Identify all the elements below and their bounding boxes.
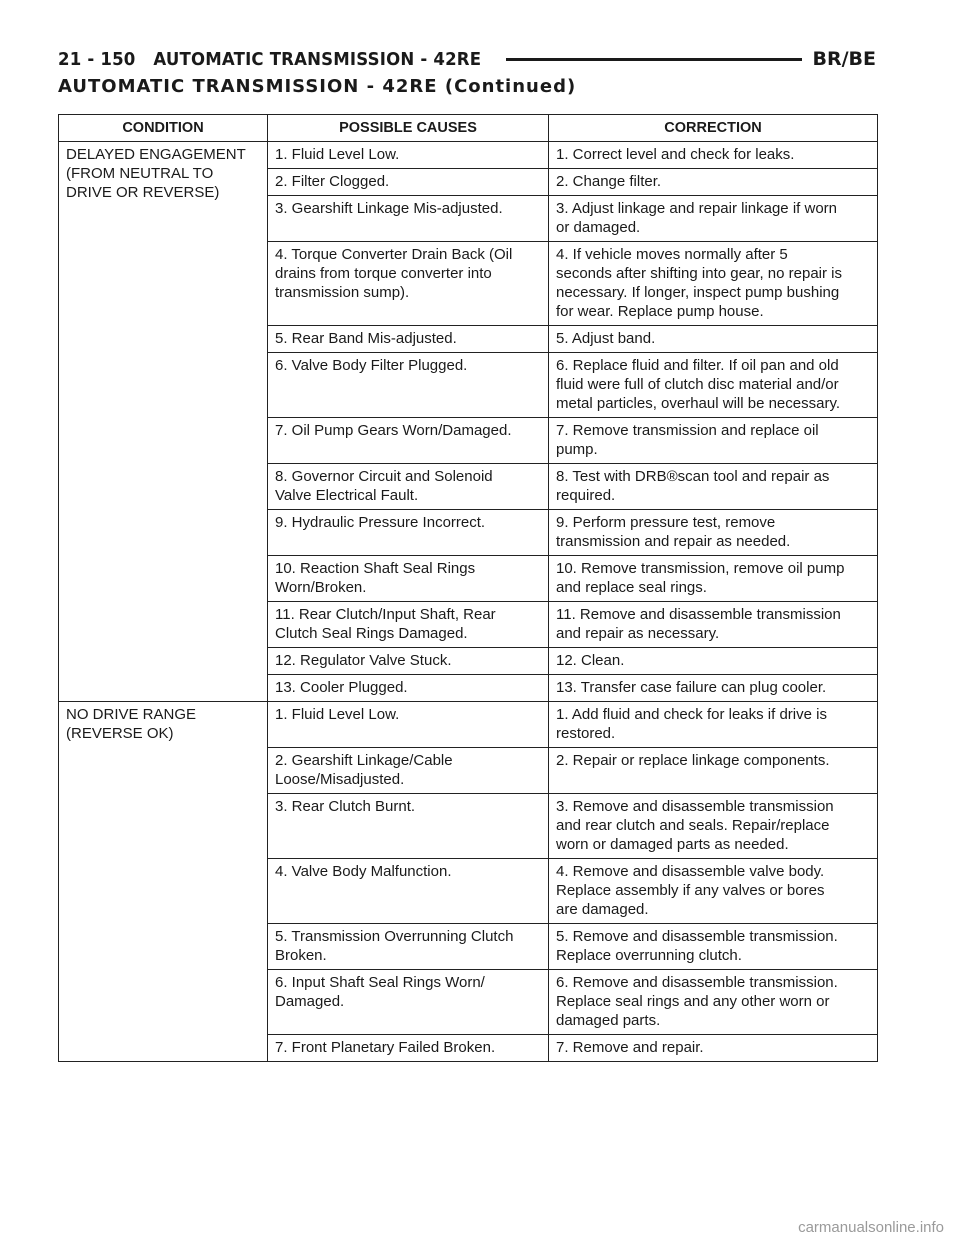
cell-line: and rear clutch and seals. Repair/replace <box>556 817 830 834</box>
cell-line: 8. Governor Circuit and Solenoid <box>275 468 493 485</box>
cell-line: 4. Valve Body Malfunction. <box>275 863 452 880</box>
cell-line: Clutch Seal Rings Damaged. <box>275 625 468 642</box>
cell-line: 12. Clean. <box>556 652 625 669</box>
cell-line: and repair as necessary. <box>556 625 720 642</box>
cell-line: NO DRIVE RANGE <box>66 706 197 723</box>
cell-line: 6. Input Shaft Seal Rings Worn/ <box>275 974 485 991</box>
cell-line: drains from torque converter into <box>275 265 492 282</box>
cell-line: (REVERSE OK) <box>66 725 174 742</box>
cell-line: 2. Change filter. <box>556 173 662 190</box>
cell-line: 7. Oil Pump Gears Worn/Damaged. <box>275 422 512 439</box>
cell-line: Replace seal rings and any other worn or <box>556 993 830 1010</box>
cell-line: Worn/Broken. <box>275 579 367 596</box>
table-header-row <box>59 115 878 142</box>
cell-line: are damaged. <box>556 901 649 918</box>
cause-cell <box>268 418 549 464</box>
cell-line: 1. Correct level and check for leaks. <box>556 146 795 163</box>
cause-cell <box>268 794 549 859</box>
cause-cell <box>268 702 549 748</box>
cell-line: 3. Adjust linkage and repair linkage if worn <box>556 200 838 217</box>
cause-cell <box>268 169 549 196</box>
cause-cell <box>268 1035 549 1062</box>
section-title: AUTOMATIC TRANSMISSION - 42RE (Continued) <box>58 76 577 97</box>
correction-cell <box>549 556 878 602</box>
cause-cell <box>268 353 549 418</box>
cell-line: or damaged. <box>556 219 641 236</box>
cell-line: DELAYED ENGAGEMENT <box>66 146 246 163</box>
column-header-correction: CORRECTION <box>549 115 878 142</box>
cell-line: 7. Front Planetary Failed Broken. <box>275 1039 496 1056</box>
cell-line: 5. Rear Band Mis-adjusted. <box>275 330 457 347</box>
cause-cell <box>268 602 549 648</box>
cell-line: fluid were full of clutch disc material and/or <box>556 376 839 393</box>
correction-cell <box>549 924 878 970</box>
cell-line: seconds after shifting into gear, no repair is <box>556 265 842 282</box>
correction-cell <box>549 510 878 556</box>
cell-line: 4. Torque Converter Drain Back (Oil <box>275 246 513 263</box>
watermark: carmanualsonline.info <box>798 1219 944 1236</box>
cell-line: and replace seal rings. <box>556 579 707 596</box>
column-header-condition: CONDITION <box>59 115 268 142</box>
cause-cell <box>268 464 549 510</box>
cell-line: necessary. If longer, inspect pump bushing <box>556 284 840 301</box>
correction-cell <box>549 794 878 859</box>
cell-line: 13. Cooler Plugged. <box>275 679 408 696</box>
correction-cell <box>549 702 878 748</box>
cause-cell <box>268 748 549 794</box>
cell-line: 7. Remove transmission and replace oil <box>556 422 819 439</box>
cause-cell <box>268 510 549 556</box>
cause-cell <box>268 675 549 702</box>
correction-cell <box>549 970 878 1035</box>
cell-line: 10. Reaction Shaft Seal Rings <box>275 560 476 577</box>
cell-line: 11. Remove and disassemble transmission <box>556 606 841 623</box>
cell-line: 12. Regulator Valve Stuck. <box>275 652 452 669</box>
cell-line: 6. Replace fluid and filter. If oil pan and old <box>556 357 839 374</box>
condition-cell <box>59 142 268 702</box>
correction-cell <box>549 418 878 464</box>
cause-cell <box>268 242 549 326</box>
cell-line: 4. If vehicle moves normally after 5 <box>556 246 788 263</box>
cell-line: for wear. Replace pump house. <box>556 303 764 320</box>
correction-cell <box>549 675 878 702</box>
cell-line: DRIVE OR REVERSE) <box>66 184 220 201</box>
correction-cell <box>549 748 878 794</box>
correction-cell <box>549 169 878 196</box>
cell-line: 1. Fluid Level Low. <box>275 706 400 723</box>
cell-line: Replace assembly if any valves or bores <box>556 882 825 899</box>
cell-line: worn or damaged parts as needed. <box>556 836 789 853</box>
cell-line: 6. Valve Body Filter Plugged. <box>275 357 468 374</box>
correction-cell <box>549 464 878 510</box>
cell-line: 3. Remove and disassemble transmission <box>556 798 834 815</box>
cell-line: 8. Test with DRB®scan tool and repair as <box>556 468 830 485</box>
cell-line: pump. <box>556 441 598 458</box>
correction-cell <box>549 602 878 648</box>
cause-cell <box>268 196 549 242</box>
cell-line: 5. Adjust band. <box>556 330 656 347</box>
cell-line: 3. Rear Clutch Burnt. <box>275 798 416 815</box>
cell-line: 6. Remove and disassemble transmission. <box>556 974 838 991</box>
cell-line: transmission sump). <box>275 284 410 301</box>
correction-cell <box>549 648 878 675</box>
model-code: BR/BE <box>812 48 876 70</box>
cell-line: 9. Hydraulic Pressure Incorrect. <box>275 514 486 531</box>
cause-cell <box>268 326 549 353</box>
diagnosis-table <box>58 114 878 1062</box>
cell-line: 11. Rear Clutch/Input Shaft, Rear <box>275 606 496 623</box>
condition-cell <box>59 702 268 1062</box>
correction-cell <box>549 326 878 353</box>
table-body <box>59 142 878 1062</box>
manual-title: AUTOMATIC TRANSMISSION - 42RE <box>153 48 482 70</box>
cell-line: 2. Filter Clogged. <box>275 173 390 190</box>
column-header-causes: POSSIBLE CAUSES <box>268 115 549 142</box>
cell-line: Loose/Misadjusted. <box>275 771 405 788</box>
cell-line: Replace overrunning clutch. <box>556 947 742 964</box>
cell-line: 13. Transfer case failure can plug cooler. <box>556 679 827 696</box>
cell-line: restored. <box>556 725 616 742</box>
cell-line: transmission and repair as needed. <box>556 533 791 550</box>
cause-cell <box>268 924 549 970</box>
cell-line: 1. Add fluid and check for leaks if drive is <box>556 706 827 723</box>
page-header <box>58 44 876 74</box>
correction-cell <box>549 142 878 169</box>
cell-line: 10. Remove transmission, remove oil pump <box>556 560 845 577</box>
correction-cell <box>549 353 878 418</box>
cell-line: Valve Electrical Fault. <box>275 487 419 504</box>
cell-line: 2. Repair or replace linkage components. <box>556 752 830 769</box>
cell-line: 7. Remove and repair. <box>556 1039 704 1056</box>
cell-line: 4. Remove and disassemble valve body. <box>556 863 825 880</box>
cause-cell <box>268 859 549 924</box>
cause-cell <box>268 648 549 675</box>
table-row <box>59 142 878 169</box>
cell-line: (FROM NEUTRAL TO <box>66 165 214 182</box>
cause-cell <box>268 142 549 169</box>
cell-line: required. <box>556 487 616 504</box>
page-reference: 21 - 150 AUTOMATIC TRANSMISSION - 42RE <box>58 48 482 70</box>
correction-cell <box>549 242 878 326</box>
correction-cell <box>549 859 878 924</box>
cell-line: 3. Gearshift Linkage Mis-adjusted. <box>275 200 503 217</box>
cell-line: Damaged. <box>275 993 345 1010</box>
cell-line: 5. Remove and disassemble transmission. <box>556 928 838 945</box>
cause-cell <box>268 556 549 602</box>
cell-line: 2. Gearshift Linkage/Cable <box>275 752 453 769</box>
cell-line: 9. Perform pressure test, remove <box>556 514 776 531</box>
cell-line: metal particles, overhaul will be necessary. <box>556 395 841 412</box>
header-rule <box>506 58 802 61</box>
cell-line: damaged parts. <box>556 1012 661 1029</box>
cell-line: 1. Fluid Level Low. <box>275 146 400 163</box>
cell-line: 5. Transmission Overrunning Clutch <box>275 928 514 945</box>
cell-line: Broken. <box>275 947 327 964</box>
correction-cell <box>549 1035 878 1062</box>
correction-cell <box>549 196 878 242</box>
table-row <box>59 702 878 748</box>
cause-cell <box>268 970 549 1035</box>
